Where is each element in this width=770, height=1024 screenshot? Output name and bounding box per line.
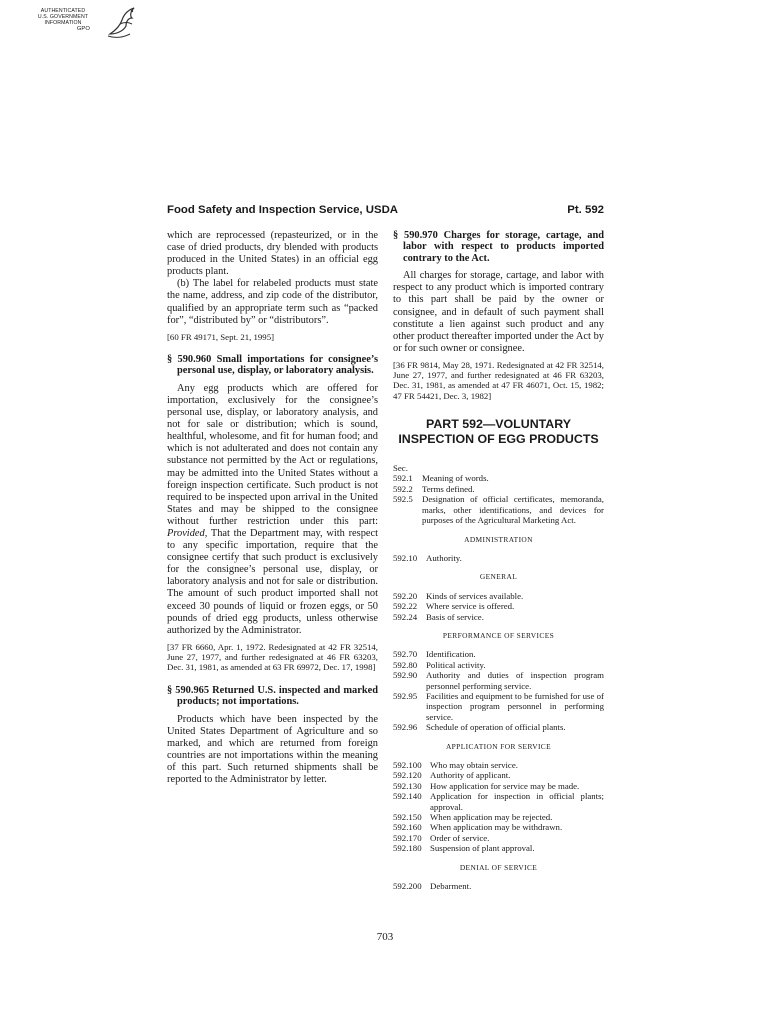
section-heading-590-965: § 590.965 Returned U.S. inspected and marked products; not importations. [167, 684, 378, 708]
toc-text: Designation of official certificates, memoranda, marks, other identifications, and devices for purposes of the Agricultural Marketing Act. [422, 494, 604, 526]
toc-text: Political activity. [426, 659, 486, 670]
table-of-contents [393, 463, 604, 891]
toc-text: How application for service may be made. [430, 780, 580, 791]
toc-item [393, 791, 604, 812]
toc-text: Application for inspection in official plants; approval. [430, 791, 604, 812]
section-heading-590-960: § 590.960 Small importations for consignee’s personal use, display, or laboratory analysis. [167, 354, 378, 377]
gpo-authentication-seal [34, 4, 144, 40]
toc-number: 592.20 [393, 590, 418, 601]
toc-group-heading: GENERAL [479, 572, 518, 582]
seal-line-1: AUTHENTICATED [40, 8, 86, 14]
toc-item [393, 601, 604, 611]
toc-number: 592.200 [393, 881, 422, 892]
toc-number: 592.5 [393, 494, 413, 505]
toc-item [393, 770, 604, 780]
toc-item [393, 722, 604, 732]
toc-item [393, 812, 604, 822]
toc-item [393, 691, 604, 722]
toc-item [393, 760, 604, 770]
toc-number: 592.24 [393, 611, 418, 622]
toc-item [393, 591, 604, 601]
toc-number: 592.170 [393, 832, 422, 843]
right-column [393, 230, 604, 891]
header-agency: Food Safety and Inspection Service, USDA [167, 204, 399, 216]
part-title [393, 417, 604, 447]
toc-item [393, 473, 604, 483]
toc-text: Identification. [426, 649, 476, 660]
toc-group-heading: DENIAL OF SERVICE [459, 862, 538, 872]
page-number: 703 [376, 931, 394, 943]
toc-text: Schedule of operation of official plants. [426, 722, 566, 733]
section-body-590-960 [167, 383, 378, 637]
toc-text: When application may be withdrawn. [430, 822, 563, 833]
part-title-line-2: INSPECTION OF EGG PRODUCTS [398, 432, 599, 447]
part-title-line-1: PART 592—VOLUNTARY [425, 417, 572, 432]
toc-number: 592.70 [393, 649, 418, 660]
toc-text: Authority. [426, 552, 462, 563]
toc-group-general-top [393, 473, 604, 525]
toc-number: 592.80 [393, 659, 418, 670]
toc-item [393, 649, 604, 659]
section-text: That the Department may, with respect to any specific importation, require that the consignee certify that such product is exclusively for the consignee’s personal use, display, or laboratory analysis and not for sale or distribution. The amount of such product imported shall not exceed 30 pounds of liquid or frozen eggs, or 50 pounds of dried egg products, unless otherwise authorized by the Administrator. [167, 527, 378, 636]
citation: [36 FR 9814, May 28, 1971. Redesignated at 42 FR 32514, June 27, 1977, and further redesignated at 46 FR 63203, Dec. 31, 1981, as amended at 47 FR 46071, Oct. 15, 1982; 47 FR 54421, Dec. 3, 1982] [393, 359, 604, 401]
toc-item [393, 553, 604, 563]
toc-group-heading: ADMINISTRATION [464, 534, 533, 544]
toc-item [393, 822, 604, 832]
toc-group-heading: APPLICATION FOR SERVICE [445, 741, 552, 751]
toc-number: 592.2 [393, 483, 413, 494]
continued-paragraph: which are reprocessed (repasteurized, or in the case of dried products, dry blended with products produced in the United States) in an official egg products plant. [167, 230, 378, 278]
toc-item [393, 843, 604, 853]
header-part: Pt. 592 [567, 204, 604, 216]
toc-item [393, 670, 604, 691]
toc-text: Who may obtain service. [430, 760, 518, 770]
toc-item [393, 881, 604, 891]
citation: [37 FR 6660, Apr. 1, 1972. Redesignated at 42 FR 32514, June 27, 1977, and further redesignated at 46 FR 63203, Dec. 31, 1981, as amended at 63 FR 69972, Dec. 17, 1998] [167, 641, 378, 673]
toc-text: Terms defined. [422, 483, 475, 494]
toc-number: 592.120 [393, 770, 422, 781]
section-heading-590-970: § 590.970 Charges for storage, cartage, and labor with respect to products imported contrary to the Act. [393, 230, 604, 264]
toc-item [393, 660, 604, 670]
paragraph-b: (b) The label for relabeled products must state the name, address, and zip code of the distributor, qualified by an appropriate term such as “packed for”, “distributed by” or “distributors”. [167, 278, 378, 326]
section-body-590-965: Products which have been inspected by the United States Department of Agriculture and so marked, and which are returned from foreign countries are not importations within the meaning of this part. Such returned shipments shall be reported to the Administrator by letter. [167, 713, 378, 785]
seal-line-3: INFORMATION [44, 20, 82, 26]
toc-number: 592.10 [393, 552, 418, 563]
seal-line-2: U.S. GOVERNMENT [37, 14, 89, 20]
toc-number: 592.90 [393, 670, 418, 681]
toc-text: Authority and duties of inspection program personnel performing service. [426, 670, 604, 691]
eagle-icon [106, 4, 140, 40]
toc-text: Debarment. [430, 881, 472, 892]
toc-text: When application may be rejected. [430, 812, 553, 823]
toc-item [393, 494, 604, 525]
toc-number: 592.22 [393, 601, 418, 612]
toc-item [393, 833, 604, 843]
seal-text [34, 8, 92, 32]
toc-number: 592.160 [393, 822, 422, 833]
toc-text: Suspension of plant approval. [430, 843, 535, 854]
toc-text: Meaning of words. [422, 473, 489, 484]
toc-text: Where service is offered. [426, 601, 515, 612]
toc-number: 592.140 [393, 791, 422, 802]
toc-number: 592.100 [393, 760, 422, 770]
toc-number: 592.150 [393, 812, 422, 823]
toc-text: Basis of service. [426, 611, 484, 622]
section-text: Any egg products which are offered for importation, exclusively for the consignee’s personal use, display, or laboratory analysis, and not for sale or distribution; which is sound, healthful, wholesome, and fit for human food; and which is not adulterated and does not contain any substance not permitted by the Act or regulations, may be admitted into the United States without a foreign inspection certificate. Such product is not required to be inspected upon arrival in the United States and may be shipped to the consignee without further restriction under this part: [167, 382, 378, 527]
toc-sec-label: Sec. [393, 463, 408, 474]
toc-number: 592.1 [393, 473, 413, 484]
toc-text: Facilities and equipment to be furnished for use of inspection program personnel in performing service. [426, 690, 604, 722]
toc-number: 592.180 [393, 843, 422, 854]
toc-item [393, 484, 604, 494]
section-body-590-970: All charges for storage, cartage, and labor with respect to any product which is imported contrary to this part shall be paid by the owner or consignee, and in default of such payment shall constitute a lien against such product and any other product thereafter imported under the Act by or for such owner or consignee. [393, 270, 604, 354]
toc-text: Order of service. [430, 832, 490, 843]
toc-number: 592.96 [393, 722, 418, 733]
seal-gpo: GPO [76, 26, 90, 32]
toc-text: Authority of applicant. [430, 770, 511, 781]
italic-term: Provided, [167, 527, 208, 539]
toc-group-heading: PERFORMANCE OF SERVICES [442, 630, 555, 640]
citation: [60 FR 49171, Sept. 21, 1995] [167, 331, 275, 342]
toc-text: Kinds of services available. [426, 590, 524, 601]
left-column [167, 230, 378, 786]
toc-item [393, 612, 604, 622]
toc-item [393, 781, 604, 791]
toc-number: 592.95 [393, 690, 418, 701]
toc-number: 592.130 [393, 780, 422, 791]
